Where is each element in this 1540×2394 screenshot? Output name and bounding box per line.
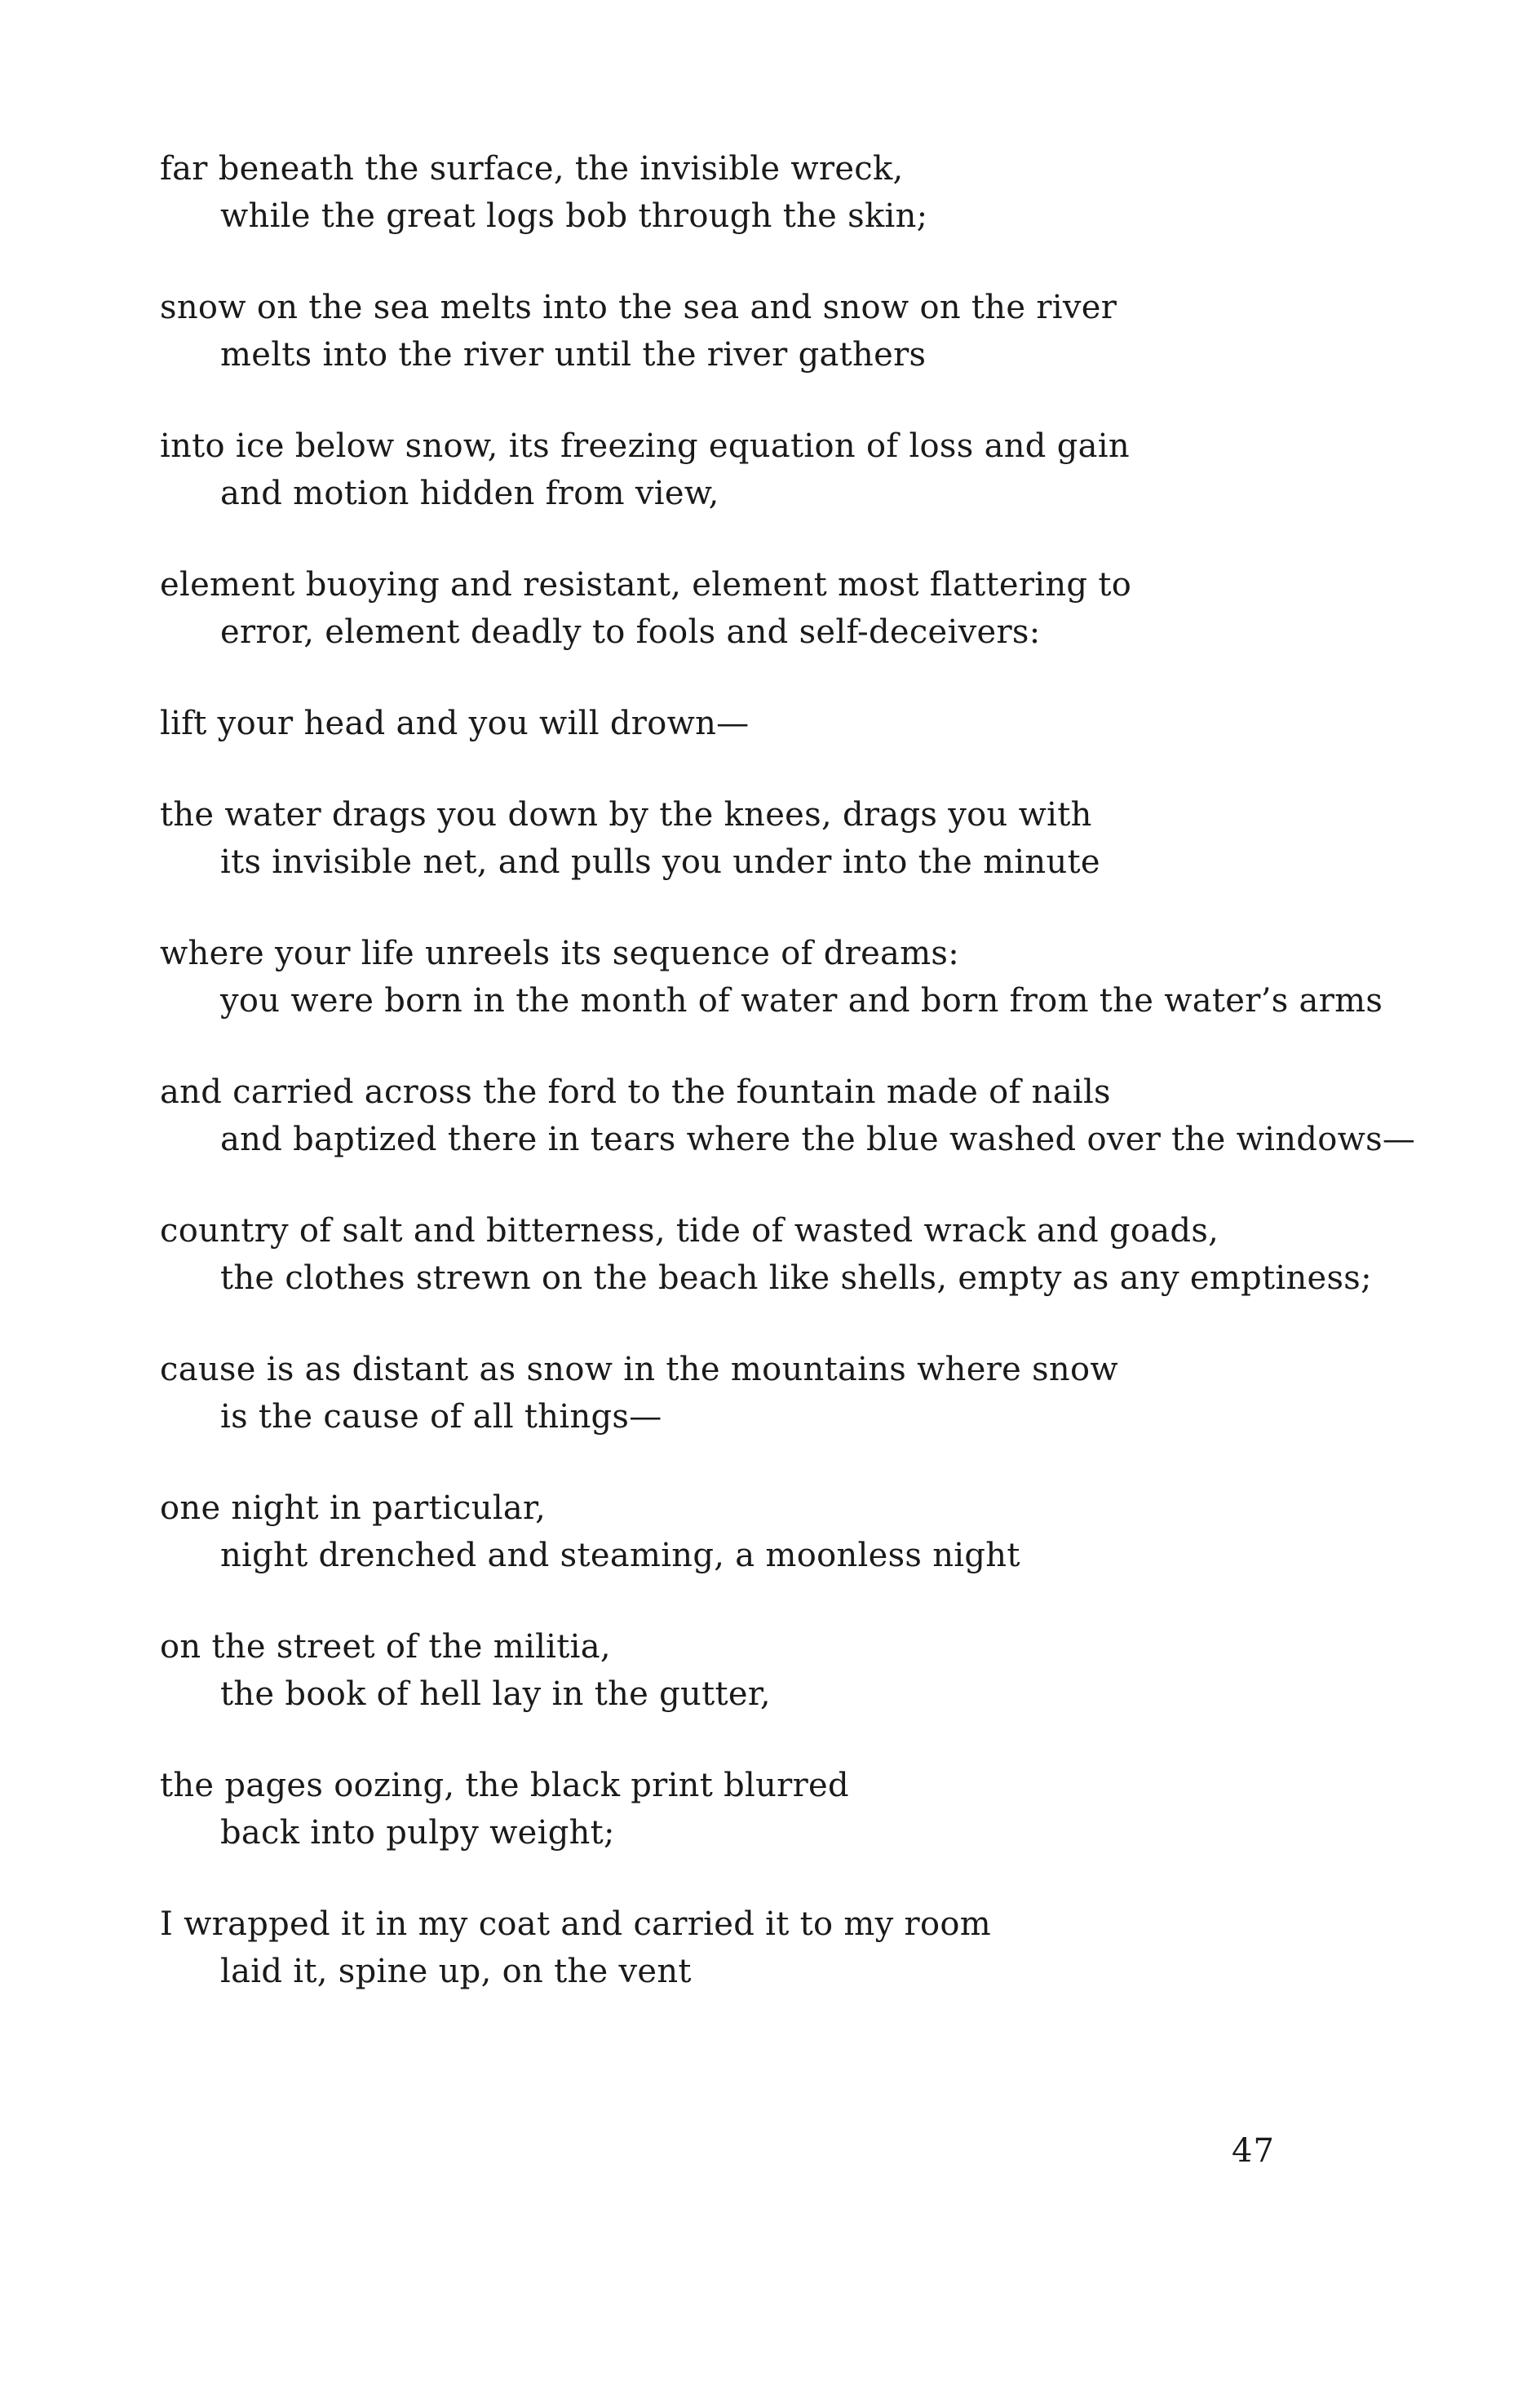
- poem-line-indented: night drenched and steaming, a moonless night: [220, 1537, 1020, 1574]
- poem-line: into ice below snow, its freezing equation of loss and gain: [160, 427, 1130, 465]
- poem-line-indented: and baptized there in tears where the blue washed over the windows—: [220, 1121, 1416, 1158]
- poem-line: I wrapped it in my coat and carried it to my room: [160, 1905, 991, 1943]
- stanza: [160, 700, 1465, 747]
- poem-line-indented: melts into the river until the river gathers: [220, 336, 927, 374]
- stanza: [160, 930, 1465, 1024]
- poem-line: element buoying and resistant, element most flattering to: [160, 566, 1132, 604]
- stanza: [160, 145, 1465, 240]
- stanza: [160, 561, 1465, 656]
- stanza: [160, 1901, 1465, 1995]
- stanza: [160, 1623, 1465, 1718]
- poem-line: the pages oozing, the black print blurred: [160, 1767, 849, 1804]
- stanza: [160, 284, 1465, 378]
- poem-line: snow on the sea melts into the sea and snow on the river: [160, 289, 1117, 326]
- poem-line-indented: its invisible net, and pulls you under into the minute: [220, 843, 1100, 881]
- stanza: [160, 1346, 1465, 1440]
- poem-line: on the street of the militia,: [160, 1628, 611, 1666]
- poem-line: where your life unreels its sequence of dreams:: [160, 935, 960, 972]
- stanza: [160, 1485, 1465, 1579]
- poem-line: far beneath the surface, the invisible wreck,: [160, 150, 904, 188]
- poem-line: country of salt and bitterness, tide of wasted wrack and goads,: [160, 1212, 1219, 1250]
- poem-line-indented: while the great logs bob through the skin;: [220, 197, 928, 235]
- stanza: [160, 791, 1465, 886]
- stanza: [160, 1069, 1465, 1163]
- poem-line: lift your head and you will drown—: [160, 705, 750, 742]
- poem-line-indented: is the cause of all things—: [220, 1398, 662, 1436]
- poem-text: [160, 145, 1465, 2039]
- poem-line: cause is as distant as snow in the mountains where snow: [160, 1351, 1118, 1388]
- poem-line-indented: back into pulpy weight;: [220, 1814, 615, 1852]
- poem-line: the water drags you down by the knees, drags you with: [160, 796, 1092, 834]
- stanza: [160, 1762, 1465, 1856]
- poem-line-indented: you were born in the month of water and born from the water’s arms: [220, 982, 1383, 1020]
- stanza: [160, 1207, 1465, 1302]
- poem-line-indented: and motion hidden from view,: [220, 475, 719, 512]
- poem-line-indented: error, element deadly to fools and self-deceivers:: [220, 613, 1041, 651]
- page-number: 47: [1232, 2132, 1275, 2170]
- poem-line: and carried across the ford to the fountain made of nails: [160, 1073, 1111, 1111]
- poem-line-indented: laid it, spine up, on the vent: [220, 1953, 692, 1990]
- stanza: [160, 423, 1465, 517]
- poem-line-indented: the book of hell lay in the gutter,: [220, 1675, 771, 1713]
- poem-line-indented: the clothes strewn on the beach like shells, empty as any emptiness;: [220, 1259, 1372, 1297]
- poem-line: one night in particular,: [160, 1489, 547, 1527]
